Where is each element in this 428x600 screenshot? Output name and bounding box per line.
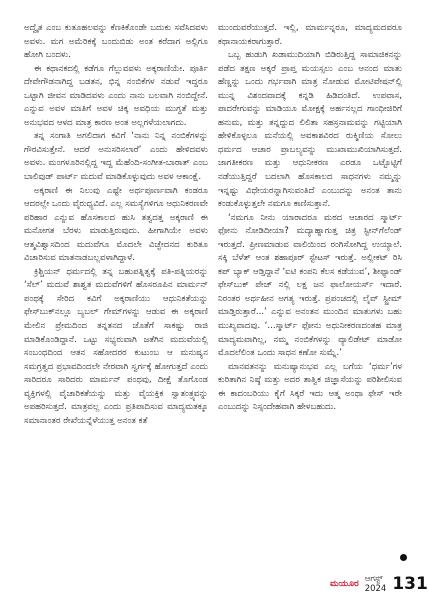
left-column xyxy=(24,22,208,428)
page-footer xyxy=(330,575,428,593)
paragraph: ಕ್ರಿಶ್ಚಿಯನ್ ಧರ್ಮದಲ್ಲಿ ತನ್ನ ಬಹುಪತ್ನಿತ್ವಕ್ಕೆ ಪತಿ-ಪತ್ನಿಯರನ್ನು ‘ಸೆಲ್’ ಮದುವೆ ಶಾಶ್ವತ ಮದುವೆಗಳಿಗೆ ಹೊಸರೂಪಿನ ಮಾರ್ಮನ್ ಪಂಥಕ್ಕೆ ಸೇರಿದ ಕವಿಗೆ ಅಕ್ಕರಾಣಿಯು ಆಧುನಿಕತೆಯನ್ನು ಫೇಸ್‌ಬುಕ್‌ನಲ್ಲೂ ಬ್ಯಬಲ್ ಗೇಮ್‌ಗಳನ್ನು ಆಡುವ ಈ ಅಕ್ಕರಾಣಿ ಮೇಲಿನ ಪ್ರೇಮದಿಂದ ತನ್ನತನದ ಜೊತೆಗೆ ಸಾಕಷ್ಟು ರಾಜಿ ಮಾಡಿಕೊಂಡಿದ್ದಾನೆ. ಒಟ್ಟು ಸಭ್ಯರುವಾಗಿ ಜತೆಗಿನ ಮದುವೆಯಲ್ಲಿ ಸಂಬಂಧದಿಂದ ಆತನ ಸಹೋದರರ ಕುಟುಂಬ ಆ ಮನುಷ್ಯನ ಸಮಗ್ರತ್ವದ ಪ್ರಭಾವದಿಂದಲೇ ನೇರವಾಗಿ ಸ್ವರ್ಗಕ್ಕೆ ಹೋಗುತ್ತದೆ ಎಂದು ಸಾರಿದರೂ ಸಾರಿದರು ಮಾರ್ಮನ್ ಪಂಥವು, ದೀಕ್ಷೆ ತೊಗೊಂಡ ವ್ಯಕ್ತಿಗಳಲ್ಲಿ ವೈಚಾರಿಕತೆಯನ್ನು ಮತ್ತು ವೈಯಕ್ತಿಕ ಸ್ವಾತಂತ್ರ್ಯವನ್ನು ಅಪಹರಿಸುತ್ತದೆ. ಮಾತ್ರವಲ್ಲ ಎಂದು ಪ್ರತಿಪಾದಿಸುವ ಮಾದ್ಯಮತಕ್ಕೂ ಸಮಾನಾಂತರ ರೇಖೆಯನ್ನೆಳೆಯುತ್ತ ಅನಂತ ಕತೆ xyxy=(24,266,208,426)
article-end-bullet xyxy=(400,554,407,561)
page-number: 131 xyxy=(392,574,428,594)
paragraph: ‘ನಮಗೂ ನೀನು ಯಾರಾದರೂ ಮಠದ ಆಚಾರದ ಸ್ಮಾರ್ಟ್ ಫೋನು ನೋಡಿದೀಯಾ? ಮದ್ಯಾಹ್ನಾಗುತ್ತ ಚಿತ್ರ ಸ್ಟೀನ್‌ಗೆಲೆಂಡ್ ಇರುತ್ತದೆ. ಪ್ರೀಣಮಾಡುವ ವಾಲಿಯಿಂದ ರಂಗಿಸೋಗಿದ್ದ ಉಯ್ಯಾಲೆ. ಸಕ್ಕಿ ಬೆಳೆತ್ ಆಂತ ಶಹಾಪೂರ್ ಸ್ಟೇಟಸ್ ಇರುತ್ತೆ. ಅಲ್ಲೀಕಟ್ ರಿಸಿ ಕಪ್ ಬ್ಯಾಕ್ ಆಡ್ತಿದ್ದಾನೆ ‘ಐಟಿ ಕಂಪನಿ ಕೆಲಸ ಕಡೆಯುವ’, ಶೀಫ್ಯಾಂಡ್ ಫೇಸ್‌ಬುಕ್ ಪೇಜ್ ನಲ್ಲಿ ಲಕ್ಷ ಜನ ಫಾಲೋಯರ್ಸ್ ಇದಾರೆ. ನಿರಂತರ ಅರ್ಥಹೀನ ಅಗತ್ಯ ಇರುತ್ತೆ. ಪ್ರಪಂಚದಲ್ಲಿ ಲೈವ್ ಸ್ಟ್ರೀಮ್ ಮಾಡ್ತಿರುತ್ತಾರೆ...’ ಎನ್ನುವ ಅನಂತನ ಮುಂದಿನ ಮಾತುಗಳು ಬಹು ಮುಖ್ಯವಾದವು. ‘...ಸ್ಮಾರ್ಟ್ ಫೋನು ಅಧುನೀಕರಣದಂತಹ ಮಾತ್ರ ಮಾದ್ಯಮವಾಗಿಲ್ಲ, ನಮ್ಮ ನಂಬಿಕೆಗಳನ್ನು ವ್ಯಾಲಿಡೇಟ್ ಮಾಡೋ ಮೊದಲೆಲಿಂತ ಒಂದು ಸಾಧನ ಕಣೋ ಸುಮ್ನೆ.’ xyxy=(218,212,402,359)
paragraph: ಅದ್ವೈತ ಎಂಬ ಕುತೂಹಲವನ್ನು ಕೆಣಕಿಕೊಂಡೇ ಬದುಕು ಸವೆಸಿದವಳು ಅವಳು. ಮಗ ಅಮೆರಿಕಕ್ಕೆ ಬಂದುಬಿಡು ಅಂತ ಕರೆದಾಗ ಅಲ್ಲಿಗೂ ಹೋಗಿ ಬಂದಳು. xyxy=(24,23,208,61)
paragraph: ಒಬ್ಬ ಹುಡುಗಿ ಖಡಾಮುದಿಯಾಗಿ ಬಿಡಿರುತ್ತಿದ್ದ ಸಾಮಾಜಿಕನನ್ನು ಪಡೆದ ತಕ್ಷಣ ಅಕ್ಕರೆ ಪ್ರಾಪ್ತ ಮಯಸ್ಸಲು ಎಂಬ ಆನಂದ ಮಾತು ಹೆಣ್ಣನ್ನು ಒಂದು ಗರ್ಭವಾಗಿ ಮಾತ್ರ ನೋಡುವ ಮೋಟಿವೇಷನ್‌ಲ್ಲಿ ಮುನ್ನ ವಿಶಂದವಾದಕ್ಕೆ ಕನ್ನಡಿ ಹಿಡಿದಂತಿದೆ. ಉಪವಾಸ, ಪಾದರೇಗುವನ್ನು ಮಾಡಿಯೂ ಮೋಕ್ಷಕ್ಕೆ ಅರ್ಹನಲ್ಲದ ಗಾಂಧೀಜಿರಿಗೆ ಹನುಮ, ಮತ್ತು ತನ್ನದ್ದುದ ಲಿಲಿತಾ ಸಹಸ್ರನಾಮವನ್ನು ಗಟ್ಟಿಯಾಗಿ ಹೇಳಿಕೊಳ್ಳಲೂ ಮನೆಯಲ್ಲಿ ಅವಕಾಶವಿರದ ರುಕ್ಮಿಣಿಯ ಸೋಲು ಧರ್ಮದ ಆಚಾರ ಪ್ರಾಬಲ್ಯವನ್ನು ಮುಖಾಮುಖಿಯಾಗಿಸುತ್ತದೆ. ಜಾಗತೀಕರಣ ಮತ್ತು ಆಧುನೀಕರಣ ಎರಡೂ ಒಟ್ಟೊಟ್ಟಿಗೆ ನಡೆಯುತ್ತಿದ್ದರೆ ಬದಲಾಗಿ ಹೊಸಕಾಲದ ಸಾಧನಗಳು ನಮ್ಮನ್ನು ಇನ್ನಷ್ಟು ವಿಧೇಯರನ್ನಾಗಿಸುವಂತಿದೆ ಎಂಬುದನ್ನು ಅನಂತ ತಾನು ಕಂಡುಕೊಳ್ಳುತ್ತಲೇ ನಮಗೂ ಕಾಣಿಸುತ್ತಾನೆ. xyxy=(218,50,402,210)
magazine-logo: ಮಯೂರ xyxy=(330,579,359,589)
paragraph: ಮುಂದುವರೆಯುತ್ತದೆ. ಇಲ್ಲಿ, ಮಾರ್ಮನ್ನರೂ, ಮಾದ್ಯಮದವರೂ ಕಥಾನಾಯಕರಾಗುತ್ತಾರೆ. xyxy=(218,23,402,47)
right-column xyxy=(218,22,402,415)
paragraph: ಅಕ್ಕರಾಣಿ ಈ ನಿಲುವು ಎಷ್ಟೇ ಅರ್ಥಪೂರ್ಣವಾಗಿ ಕಂಡರೂ ಆದರಲ್ಲೇ ಒಂದು ವೈರುಧ್ಯವಿದೆ. ಎಲ್ಲ ಸಮಸ್ಯೆಗಳಿಗೂ ಆಧುನಿಕರಣವೇ ಪರಿಹಾರ ಎನ್ನುವ ಹೊಸಕಾಲದ ಹುಸಿ ತತ್ವದತ್ತ ಅಕ್ಕರಾಣಿ ಈ ಮನೋಗತ ಬೆರಳು ಮಾಡುತ್ತಿರುವುದು. ಹೀಗಾಗಿಯೇ ಅವಳು ಆತ್ಮವಿಶ್ವಾಸದಿಂದ ಮದುವೆಗೂ ಮೊದಲೇ ವಿಚ್ಛೇದನದ ಕುರಿತೂ ವಿಚಾರಿಸುವ ಮಾತನಾಡಬಲ್ಲವಳಾಗಿದ್ದಾಳೆ. xyxy=(24,185,208,264)
paragraph: ಈ ಕಥಾನಕದಲ್ಲಿ ಕಡೆಗೂ ಗೆಲ್ಲುವವಳು ಅಕ್ಕರಾಣಿಯೇ. ಪೂರ್ತಿ ದೇವೇಗೌಡನಾಗಿದ್ದ ಬಡತನ, ಭಿನ್ನ ನಂಬಿಕೆಗಳ ನಡುವೆ ಇದ್ದರೂ ಒಟ್ಟಾಗಿ ಜೀವನ ಮಾಡಿದವಳು ಎಂದು ನಾನು ಬಲವಾಗಿ ನಂಬಿದ್ದೇನೆ. ಎನ್ನುವ ಅವಳ ಮಾತಿಗೆ ಅವಳ ಚಿಕ್ಕ ಅವಧಿಯ ಮುಗ್ಧತೆ ಮತ್ತು ಅನುಭವದ ಆಳದ ಮಾತ್ರ ಕಾರಣ ಅಂತ ಅಲ್ಲಗಳೆಯಲಾಗದು. xyxy=(24,63,208,128)
paragraph: ಮಾನವತನನ್ನು ಮನುಷ್ಯಾನುಭವ ಎಲ್ಲ ಬಗೆಯ ‘ಧರ್ಮ’ಗಳ ಕುರಿತಾಗಿನ ನಿಷ್ಠೆ ಮತ್ತು ಅದರ ತಾತ್ವಿಕ ಜಿಜ್ಞಾಸೆಯನ್ನು ಪರಿಶೀಲಿಸುವ ಈ ಕಾದಂಬರಿಯು ಕೈಗೆ ಸಿಕ್ಕರೆ ಇದು ಆತ್ಮ ಅಂಥಾ ಫೇಸ್‌ ಇರೇ ಎಂಬುದನ್ನು ನಿಸ್ಸಂದೇಹವಾಗಿ ಹೇಳಬಹುದು. xyxy=(218,361,402,413)
paragraph: ತನ್ನ ಸಂಗಾತಿ ಅಗಲಿದಾಗ ಕವಿಗೆ ‘ನಾನು ನಿನ್ನ ನಂಬಿಕೆಗಳನ್ನು ಗೌರವಿಸುತ್ತೇನೆ. ಆದರೆ ಅನುಸರಿಸಲಾರೆ’ ಎಂದು ಹೇಳಿದವಳು ಅವಳು. ಮಂಗಳೂರಿನಲ್ಲಿದ್ದ ಇದ್ದ ಮೆಹೆಂದಿ-ಸಂಗೀತ-ಬಾರಾತ್ ಎಂಬ ಬಾಲಿವುಡ್ ಪಾರ್ಟ್ ಮದುವೆ ಮಾಡಿಕೊಳ್ಳುವುದು ಅವಳ ಆಕಾಂಕ್ಷೆ. xyxy=(24,131,208,183)
issue-date: ಆಗಸ್ಟ್ 2024 xyxy=(364,574,387,594)
